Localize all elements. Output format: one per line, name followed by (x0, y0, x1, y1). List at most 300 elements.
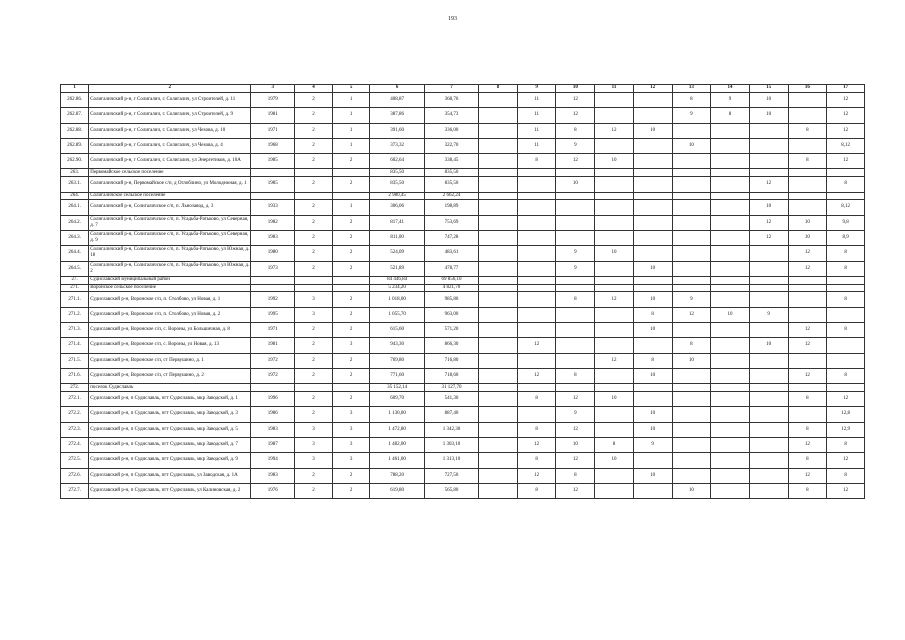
column-number-header: 1 (61, 85, 89, 93)
table-cell: 1972 (251, 368, 295, 383)
table-cell (711, 338, 750, 353)
table-cell (711, 392, 750, 407)
table-cell (517, 177, 556, 192)
table-row (61, 215, 865, 230)
table-row (61, 307, 865, 322)
table-cell: 8,12 (827, 138, 865, 153)
row-number-cell: 271.2. (61, 307, 89, 322)
table-cell (711, 483, 750, 498)
row-number-cell: 271.6. (61, 368, 89, 383)
table-cell (749, 384, 788, 392)
table-cell (479, 200, 518, 215)
table-row (61, 93, 865, 108)
table-cell (595, 108, 634, 123)
address-cell: Судиславский р-н, Воронское с/п, ст Первушино, д. 2 (89, 368, 251, 383)
table-cell: 1981 (251, 108, 295, 123)
table-cell: 1976 (251, 483, 295, 498)
table-cell (479, 453, 518, 468)
table-cell (479, 307, 518, 322)
table-cell: 1981 (251, 338, 295, 353)
table-cell (595, 338, 634, 353)
table-cell (672, 392, 711, 407)
table-cell: 12 (788, 368, 827, 383)
table-cell: 3 (332, 437, 370, 452)
address-cell: Судиславский р-н, п Судиславль, пгт Судиславль, ул Калиновская, д. 2 (89, 483, 251, 498)
table-cell: 8 (517, 422, 556, 437)
table-cell (479, 169, 518, 177)
table-cell: 31 127,70 (424, 384, 478, 392)
table-cell: 12 (672, 307, 711, 322)
table-cell (711, 154, 750, 169)
table-cell (479, 384, 518, 392)
table-cell (749, 138, 788, 153)
table-cell (672, 453, 711, 468)
table-row (61, 138, 865, 153)
table-cell: 12 (595, 123, 634, 138)
table-cell (749, 154, 788, 169)
table-cell (827, 169, 865, 177)
table-cell: 1996 (251, 392, 295, 407)
table-cell (595, 468, 634, 483)
address-cell: Судиславский р-н, п Судиславль, пгт Судиславль, мкр Заводской, д. 1 (89, 392, 251, 407)
address-cell: Солигаличский р-н, Первомайское с/п, д Оглоблино, ул Молодежная, д. 1 (89, 177, 251, 192)
table-cell (672, 284, 711, 292)
table-cell (749, 468, 788, 483)
column-number-header: 7 (424, 85, 478, 93)
table-cell: 5 234,20 (370, 284, 424, 292)
table-cell (595, 384, 634, 392)
table-cell: 1982 (251, 215, 295, 230)
table-cell (517, 192, 556, 200)
row-number-cell: 264.5. (61, 261, 89, 276)
address-cell: Солигаличский р-н, Солигаличское с/п, п. Усадьба-Ратьково, ул Южная, д. 18 (89, 246, 251, 261)
table-cell: 1980 (251, 246, 295, 261)
address-cell: Первомайское сельское поселение (89, 169, 251, 177)
table-cell (556, 323, 595, 338)
row-number-cell: 271.1. (61, 292, 89, 307)
table-cell: 12 (827, 123, 865, 138)
table-cell (633, 246, 672, 261)
table-cell (517, 384, 556, 392)
table-cell (672, 407, 711, 422)
table-cell (711, 353, 750, 368)
address-cell: Солигаличский р-н, Солигаличское с/п, п. Усадьба-Ратьково, ул Северная, д. 9 (89, 230, 251, 245)
table-cell: 2 (332, 246, 370, 261)
address-cell: Судиславский р-н, п Судиславль, пгт Судиславль, ул Заводская, д. 1А (89, 468, 251, 483)
table-cell: 11 (517, 108, 556, 123)
table-cell (711, 384, 750, 392)
table-cell: 9,8 (827, 215, 865, 230)
address-cell: Солигаличский р-н, Солигаличское с/п, п. Льнозавод, д. 3 (89, 200, 251, 215)
table-cell: 1987 (251, 437, 295, 452)
table-cell (672, 422, 711, 437)
table-row (61, 453, 865, 468)
address-cell: Солигаличский р-н, г Солигалич, г. Солигалич, ул Чехова, д. 10 (89, 123, 251, 138)
table-cell (788, 384, 827, 392)
row-number-cell: 263.1. (61, 177, 89, 192)
table-cell (251, 284, 295, 292)
table-cell (827, 338, 865, 353)
table-cell (633, 154, 672, 169)
table-cell (479, 422, 518, 437)
table-cell: 10 (788, 230, 827, 245)
table-cell: 2 (332, 230, 370, 245)
table-cell: 2 (332, 154, 370, 169)
row-number-cell: 264.3. (61, 230, 89, 245)
table-cell: 1995 (251, 307, 295, 322)
table-cell (672, 215, 711, 230)
table-cell (711, 230, 750, 245)
table-cell: 10 (633, 323, 672, 338)
table-cell: 12 (517, 437, 556, 452)
table-cell (711, 123, 750, 138)
row-number-cell: 271. (61, 284, 89, 292)
table-cell: 8 (788, 483, 827, 498)
table-cell (479, 353, 518, 368)
column-number-header: 14 (711, 85, 750, 93)
table-cell (749, 192, 788, 200)
table-cell: 322,70 (424, 138, 478, 153)
table-cell (517, 169, 556, 177)
table-cell (711, 192, 750, 200)
table-cell: 1986 (251, 407, 295, 422)
column-number-header: 9 (517, 85, 556, 93)
table-cell: 8 (827, 292, 865, 307)
table-cell: 11 (517, 138, 556, 153)
table-cell (711, 276, 750, 284)
table-cell (517, 323, 556, 338)
table-cell (711, 292, 750, 307)
table-cell: 8 (633, 353, 672, 368)
address-cell: Солигаличский р-н, г Солигалич, г. Солигалич, ул Чехова, д. 4 (89, 138, 251, 153)
row-number-cell: 271.4. (61, 338, 89, 353)
table-cell (711, 323, 750, 338)
table-row (61, 437, 865, 452)
table-cell: 478,77 (424, 261, 478, 276)
table-cell (595, 177, 634, 192)
column-number-header: 12 (633, 85, 672, 93)
column-number-header: 3 (251, 85, 295, 93)
table-cell (479, 323, 518, 338)
column-number-header: 15 (749, 85, 788, 93)
address-cell: Солигаличское сельское поселение (89, 192, 251, 200)
table-cell (711, 215, 750, 230)
table-cell: 2 (295, 138, 333, 153)
table-cell: 1 130,00 (370, 407, 424, 422)
table-cell: 565,80 (424, 483, 478, 498)
table-cell: 835,50 (370, 177, 424, 192)
table-cell (672, 200, 711, 215)
table-cell: 1971 (251, 323, 295, 338)
table-cell: 788,20 (370, 468, 424, 483)
table-cell: 716,80 (424, 353, 478, 368)
table-cell: 1968 (251, 138, 295, 153)
table-cell (749, 123, 788, 138)
table-cell: 2 (295, 261, 333, 276)
table-cell (633, 483, 672, 498)
column-number-header: 13 (672, 85, 711, 93)
table-cell: 10 (749, 338, 788, 353)
table-cell: 12 (556, 453, 595, 468)
table-cell: 8 (827, 437, 865, 452)
table-cell (479, 215, 518, 230)
subtotal-row (61, 192, 865, 200)
table-cell (749, 292, 788, 307)
table-cell: 8 (672, 93, 711, 108)
table-cell: 619,80 (370, 483, 424, 498)
table-row (61, 230, 865, 245)
table-cell (827, 284, 865, 292)
table-cell: 2 (332, 323, 370, 338)
column-number-header: 8 (479, 85, 518, 93)
table-cell: 2 (295, 108, 333, 123)
table-cell (633, 230, 672, 245)
table-cell (479, 276, 518, 284)
table-cell: 12,9 (827, 422, 865, 437)
address-cell: Судиславский муниципальный район (89, 276, 251, 284)
table-cell (827, 276, 865, 284)
table-cell (711, 453, 750, 468)
table-cell: 373,32 (370, 138, 424, 153)
table-cell: 1972 (251, 353, 295, 368)
table-cell (556, 200, 595, 215)
table-cell (479, 261, 518, 276)
row-number-cell: 272.4. (61, 437, 89, 452)
table-cell: 8 (788, 453, 827, 468)
table-cell: 3 (295, 437, 333, 452)
table-cell (711, 177, 750, 192)
row-number-cell: 262.86. (61, 93, 89, 108)
table-cell (788, 353, 827, 368)
table-cell: 8 (556, 368, 595, 383)
table-cell (672, 437, 711, 452)
table-cell (251, 384, 295, 392)
table-cell (827, 192, 865, 200)
table-cell: 10 (788, 215, 827, 230)
table-cell: 10 (633, 292, 672, 307)
table-cell (633, 215, 672, 230)
table-cell (595, 422, 634, 437)
row-number-cell: 264.2. (61, 215, 89, 230)
table-cell: 811,00 (370, 230, 424, 245)
table-cell (479, 123, 518, 138)
table-cell (556, 307, 595, 322)
table-cell: 1985 (251, 177, 295, 192)
table-cell (479, 154, 518, 169)
table-cell: 10 (633, 368, 672, 383)
table-cell (595, 192, 634, 200)
table-cell: 387,86 (370, 108, 424, 123)
table-cell: 1985 (251, 154, 295, 169)
table-cell: 1 461,00 (370, 453, 424, 468)
table-cell: 10 (749, 200, 788, 215)
table-cell: 368,76 (424, 93, 478, 108)
table-cell: 615,60 (370, 323, 424, 338)
table-cell: 10 (556, 177, 595, 192)
row-number-cell: 272.7. (61, 483, 89, 498)
table-cell: 1973 (251, 261, 295, 276)
table-cell: 8 (788, 123, 827, 138)
table-cell: 12 (556, 93, 595, 108)
table-cell (788, 292, 827, 307)
table-cell (556, 230, 595, 245)
table-cell: 769,80 (370, 353, 424, 368)
table-cell: 3 (295, 422, 333, 437)
table-row (61, 483, 865, 498)
table-cell: 835,50 (424, 177, 478, 192)
table-cell (788, 200, 827, 215)
table-cell (517, 292, 556, 307)
table-cell: 10 (633, 468, 672, 483)
table-cell (788, 138, 827, 153)
table-cell: 3 (295, 307, 333, 322)
table-cell: 12 (788, 338, 827, 353)
table-cell (556, 215, 595, 230)
table-cell: 835,50 (370, 169, 424, 177)
table-cell (672, 192, 711, 200)
table-cell (788, 192, 827, 200)
table-cell: 2 (295, 368, 333, 383)
table-cell (595, 138, 634, 153)
table-cell (672, 384, 711, 392)
table-cell (749, 453, 788, 468)
table-cell (479, 338, 518, 353)
table-cell: 1 (332, 123, 370, 138)
table-cell: 1979 (251, 93, 295, 108)
table-cell: 9 (556, 261, 595, 276)
table-row (61, 392, 865, 407)
table-cell: 2 (295, 338, 333, 353)
table-cell (788, 93, 827, 108)
table-row (61, 353, 865, 368)
column-number-header: 16 (788, 85, 827, 93)
row-number-cell: 263. (61, 169, 89, 177)
table-cell: 8 (788, 392, 827, 407)
table-cell (749, 284, 788, 292)
table-cell: 12 (595, 353, 634, 368)
row-number-cell: 271.3. (61, 323, 89, 338)
table-cell (749, 276, 788, 284)
table-cell (788, 307, 827, 322)
table-cell: 2 (332, 261, 370, 276)
table-cell (295, 192, 333, 200)
table-cell (556, 276, 595, 284)
table-cell: 747,28 (424, 230, 478, 245)
table-row (61, 154, 865, 169)
table-cell (556, 338, 595, 353)
table-cell (556, 192, 595, 200)
table-cell (595, 230, 634, 245)
address-cell: Воронское сельское поселение (89, 284, 251, 292)
table-cell: 8,12 (827, 200, 865, 215)
table-cell: 1 (332, 200, 370, 215)
column-number-header: 5 (332, 85, 370, 93)
address-cell: Солигаличский р-н, г Солигалич, г. Солигалич, ул Строителей, д. 11 (89, 93, 251, 108)
table-cell (749, 437, 788, 452)
subtotal-row (61, 384, 865, 392)
table-cell: 3 (332, 453, 370, 468)
table-cell: 2 (332, 215, 370, 230)
table-cell: 10 (749, 93, 788, 108)
table-cell: 609,70 (370, 392, 424, 407)
table-row (61, 422, 865, 437)
table-cell: 12 (827, 392, 865, 407)
table-cell: 8 (517, 392, 556, 407)
table-cell: 10 (595, 392, 634, 407)
row-number-cell: 262.90. (61, 154, 89, 169)
table-cell (517, 246, 556, 261)
table-cell (633, 93, 672, 108)
table-cell: 11 (517, 123, 556, 138)
table-cell: 1 313,10 (424, 453, 478, 468)
address-cell: Солигаличский р-н, г Солигалич, г. Солигалич, ул Строителей, д. 9 (89, 108, 251, 123)
table-cell (479, 407, 518, 422)
table-cell: 10 (672, 138, 711, 153)
table-cell (672, 276, 711, 284)
table-row (61, 261, 865, 276)
table-cell: 8 (672, 338, 711, 353)
table-cell: 408,87 (370, 93, 424, 108)
table-cell: 1933 (251, 200, 295, 215)
table-cell: 866,30 (424, 338, 478, 353)
table-cell (711, 261, 750, 276)
table-cell: 12,8 (827, 407, 865, 422)
table-cell: 2 (332, 368, 370, 383)
table-cell: 1983 (251, 230, 295, 245)
table-cell: 10 (633, 261, 672, 276)
table-cell: 12 (517, 368, 556, 383)
table-cell (595, 215, 634, 230)
row-number-cell: 272.1. (61, 392, 89, 407)
table-cell: 483,61 (424, 246, 478, 261)
address-cell: Судиславский р-н, п Судиславль, пгт Судиславль, мкр Заводской, д. 5 (89, 422, 251, 437)
column-number-header-row (61, 85, 865, 93)
table-cell (749, 169, 788, 177)
row-number-cell: 264.1. (61, 200, 89, 215)
housing-registry-table (60, 84, 865, 499)
table-cell (827, 384, 865, 392)
table-cell (595, 483, 634, 498)
table-cell: 12 (827, 453, 865, 468)
table-cell (479, 177, 518, 192)
table-cell (517, 276, 556, 284)
table-cell: 602,64 (370, 154, 424, 169)
table-cell (749, 323, 788, 338)
table-cell: 10 (672, 483, 711, 498)
table-cell: 943,30 (370, 338, 424, 353)
table-cell (788, 276, 827, 284)
address-cell: Солигаличский р-н, Солигаличское с/п, п. Усадьба-Ратьково, ул Южная, д. 2 (89, 261, 251, 276)
table-cell (749, 392, 788, 407)
table-cell: 8 (595, 437, 634, 452)
table-row (61, 292, 865, 307)
table-row (61, 323, 865, 338)
table-cell (788, 284, 827, 292)
table-cell (788, 108, 827, 123)
table-cell: 985,80 (424, 292, 478, 307)
table-cell: 1992 (251, 292, 295, 307)
row-number-cell: 262.88. (61, 123, 89, 138)
table-cell: 571,20 (424, 323, 478, 338)
table-cell: 8,9 (827, 230, 865, 245)
table-cell (633, 108, 672, 123)
table-cell: 10 (672, 353, 711, 368)
table-cell: 11 (517, 93, 556, 108)
subtotal-row (61, 276, 865, 284)
table-cell: 3 (332, 422, 370, 437)
table-cell: 12 (788, 468, 827, 483)
table-cell: 10 (633, 422, 672, 437)
